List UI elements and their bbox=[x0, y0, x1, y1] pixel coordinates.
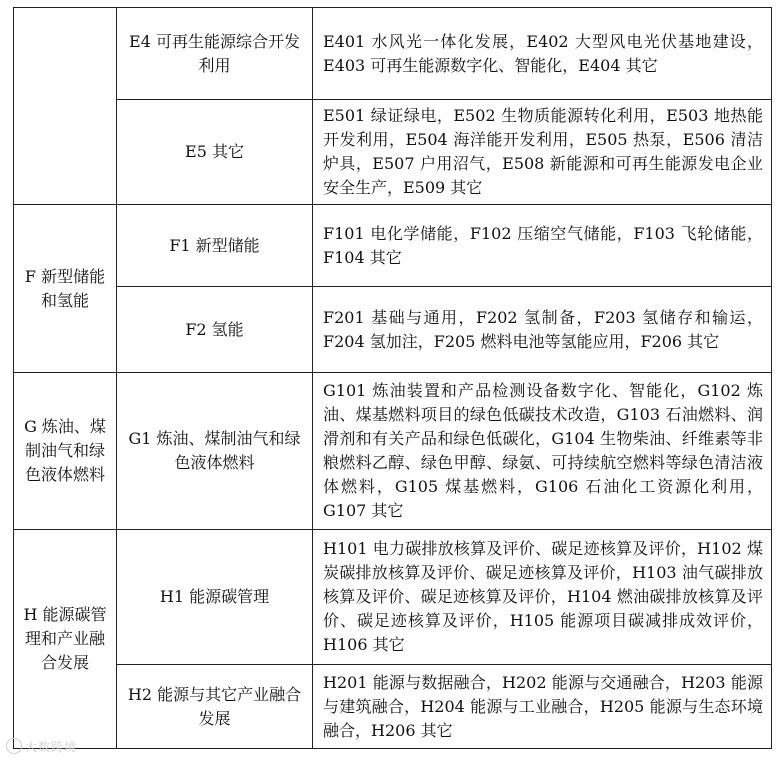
watermark bbox=[6, 738, 77, 755]
watermark-text: 大数跨境 bbox=[25, 740, 78, 754]
category-cell-h: H 能源碳管理和产业融合发展 bbox=[14, 530, 117, 749]
table-row bbox=[14, 530, 772, 665]
table-row bbox=[14, 287, 772, 373]
watermark-logo-icon bbox=[6, 738, 22, 754]
table-row bbox=[14, 665, 772, 749]
subcategory-cell-g1: G1 炼油、煤制油气和绿色液体燃料 bbox=[117, 373, 313, 530]
detail-cell-h1: H101 电力碳排放核算及评价、碳足迹核算及评价，H102 煤炭碳排放核算及评价、碳足迹核算及评价，H103 油气碳排放核算及评价、碳足迹核算及评价，H104 燃油碳排放核算及评价、碳足迹核算及评价，H105 能源项目碳减排成效评价，H106 其它 bbox=[313, 530, 772, 665]
category-cell-f: F 新型储能和氢能 bbox=[14, 205, 117, 373]
detail-cell-e5: E501 绿证绿电，E502 生物质能源转化利用，E503 地热能开发利用，E504 海洋能开发利用，E505 热泵，E506 清洁炉具，E507 户用沼气，E508 新能源和可再生能源发电企业安全生产，E509 其它 bbox=[313, 100, 772, 205]
detail-cell-h2: H201 能源与数据融合，H202 能源与交通融合，H203 能源与建筑融合，H204 能源与工业融合，H205 能源与生态环境融合，H206 其它 bbox=[313, 665, 772, 749]
subcategory-cell-f1: F1 新型储能 bbox=[117, 205, 313, 287]
detail-cell-f2: F201 基础与通用，F202 氢制备，F203 氢储存和输运，F204 氢加注，F205 燃料电池等氢能应用，F206 其它 bbox=[313, 287, 772, 373]
standards-table bbox=[13, 7, 772, 749]
table-row bbox=[14, 100, 772, 205]
table-row bbox=[14, 205, 772, 287]
table-row bbox=[14, 373, 772, 530]
detail-cell-e4: E401 水风光一体化发展，E402 大型风电光伏基地建设，E403 可再生能源数字化、智能化，E404 其它 bbox=[313, 8, 772, 100]
category-cell-g: G 炼油、煤制油气和绿色液体燃料 bbox=[14, 373, 117, 530]
subcategory-cell-h1: H1 能源碳管理 bbox=[117, 530, 313, 665]
detail-cell-g1: G101 炼油装置和产品检测设备数字化、智能化，G102 炼油、煤基燃料项目的绿色低碳技术改造，G103 石油燃料、润滑剂和有关产品和绿色低碳化，G104 生物柴油、纤维素等非粮燃料乙醇、绿色甲醇、绿氨、可持续航空燃料等绿色清洁液体燃料，G105 煤基燃料，G106 石油化工资源化利用，G107 其它 bbox=[313, 373, 772, 530]
subcategory-cell-h2: H2 能源与其它产业融合发展 bbox=[117, 665, 313, 749]
subcategory-cell-f2: F2 氢能 bbox=[117, 287, 313, 373]
detail-cell-f1: F101 电化学储能，F102 压缩空气储能，F103 飞轮储能，F104 其它 bbox=[313, 205, 772, 287]
subcategory-cell-e4: E4 可再生能源综合开发利用 bbox=[117, 8, 313, 100]
subcategory-cell-e5: E5 其它 bbox=[117, 100, 313, 205]
category-cell-e bbox=[14, 8, 117, 205]
table-row bbox=[14, 8, 772, 100]
